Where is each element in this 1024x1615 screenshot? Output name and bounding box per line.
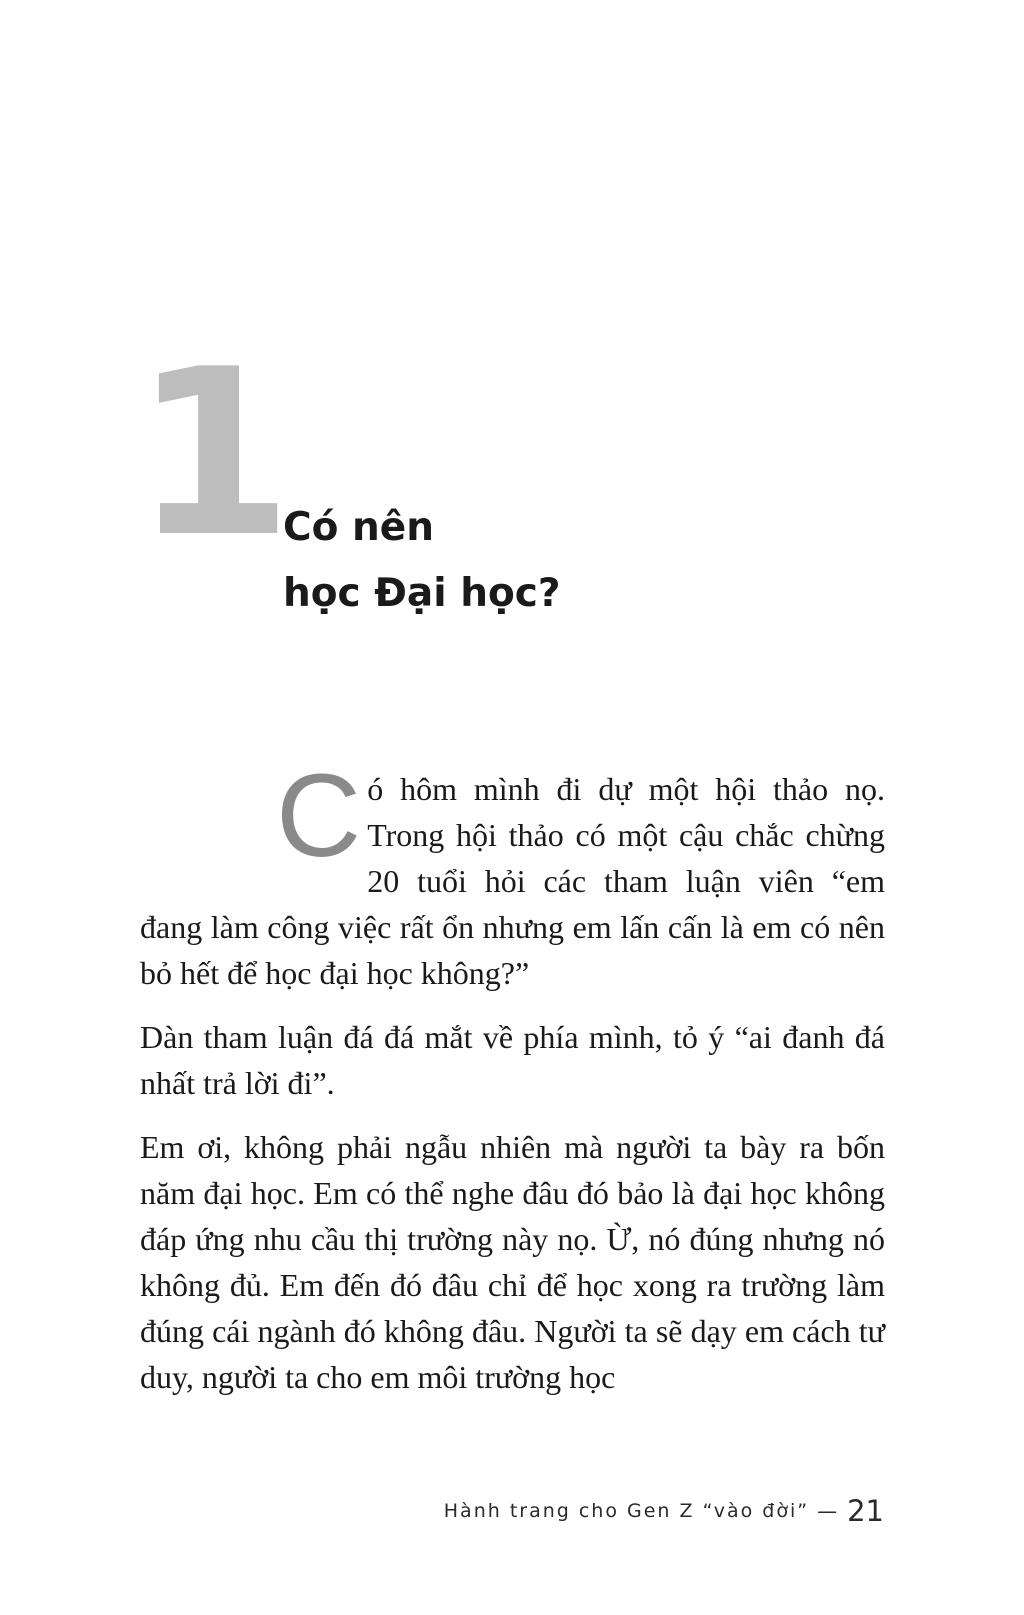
page-number: 21: [847, 1494, 884, 1528]
chapter-title-line-2: học Đại học?: [283, 571, 561, 616]
paragraph-3: Em ơi, không phải ngẫu nhiên mà người ta bày ra bốn năm đại học. Em có thể nghe đâu đó bảo là đại học không đáp ứng nhu cầu thị trường này nọ. Ừ, nó đúng nhưng nó không đủ. Em đến đó đâu chỉ để học xong ra trường làm đúng cái ngành đó không đâu. Người ta sẽ dạy em cách tư duy, người ta cho em môi trường học: [140, 1129, 885, 1395]
chapter-number: 1: [133, 321, 294, 588]
drop-cap: C: [276, 750, 362, 882]
footer-dash: —: [817, 1499, 838, 1523]
paragraph-1-text: ó hôm mình đi dự một hội thảo nọ. Trong hội thảo có một cậu chắc chừng 20 tuổi hỏi các tham luận viên “em đang làm công việc rất ổn nhưng em lấn cấn là em có nên bỏ hết để học đại học không?”: [140, 771, 885, 991]
chapter-title-line-1: Có nên: [283, 505, 434, 550]
running-book-title: Hành trang cho Gen Z “vào đời”: [443, 1500, 810, 1522]
paragraph-1: [140, 750, 885, 996]
paragraph-2: Dàn tham luận đá đá mắt về phía mình, tỏ ý “ai đanh đá nhất trả lời đi”.: [140, 1019, 885, 1101]
chapter-title: [283, 495, 783, 627]
page-footer: [444, 1494, 884, 1528]
chapter-body: [140, 750, 885, 1418]
